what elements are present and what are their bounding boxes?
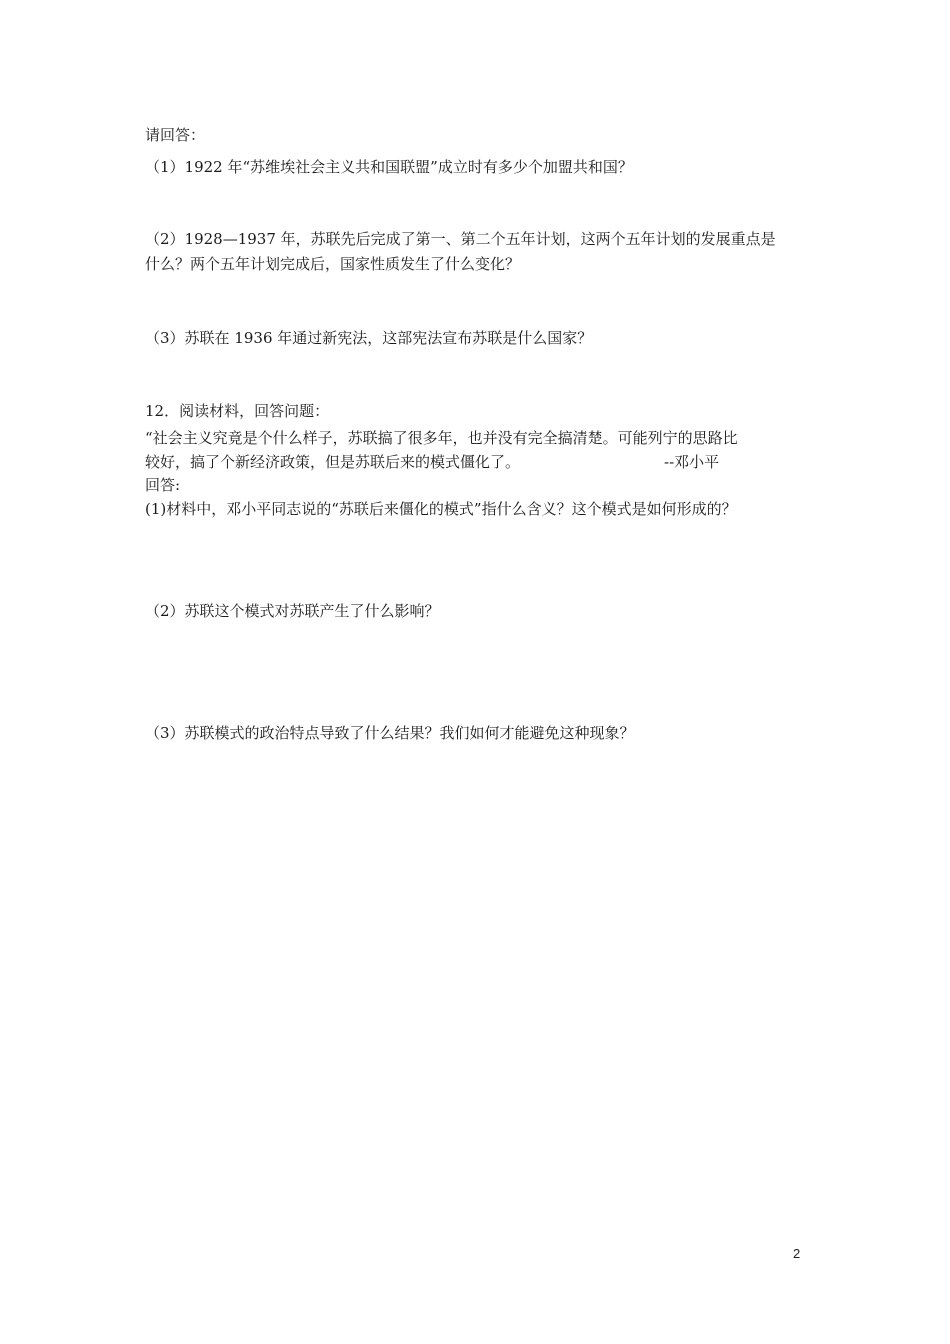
quote-line-2: 较好，搞了个新经济政策，但是苏联后来的模式僵化了。 (145, 453, 521, 471)
question-2-line-1: （2）1928—1937 年，苏联先后完成了第一、第二个五年计划，这两个五年计划的发展重点是 (145, 230, 776, 248)
page-number: 2 (793, 1246, 801, 1261)
question-12-1: (1)材料中，邓小平同志说的“苏联后来僵化的模式”指什么含义？这个模式是如何形成的？ (145, 500, 737, 518)
quote-line-1: “社会主义究竟是个什么样子，苏联搞了很多年，也并没有完全搞清楚。可能列宁的思路比 (145, 429, 738, 447)
question-12-3: （3）苏联模式的政治特点导致了什么结果？我们如何才能避免这种现象？ (145, 724, 635, 742)
question-3: （3）苏联在 1936 年通过新宪法，这部宪法宣布苏联是什么国家？ (145, 329, 593, 347)
question-1: （1）1922 年“苏维埃社会主义共和国联盟”成立时有多少个加盟共和国？ (145, 158, 633, 176)
question-12-2: （2）苏联这个模式对苏联产生了什么影响？ (145, 602, 440, 620)
quote-attribution: --邓小平 (664, 453, 720, 471)
answer-label: 回答: (145, 476, 181, 494)
answer-prompt: 请回答： (145, 126, 206, 144)
question-12-heading: 12．阅读材料，回答问题： (145, 402, 330, 420)
question-2-line-2: 什么？两个五年计划完成后，国家性质发生了什么变化？ (145, 255, 521, 273)
